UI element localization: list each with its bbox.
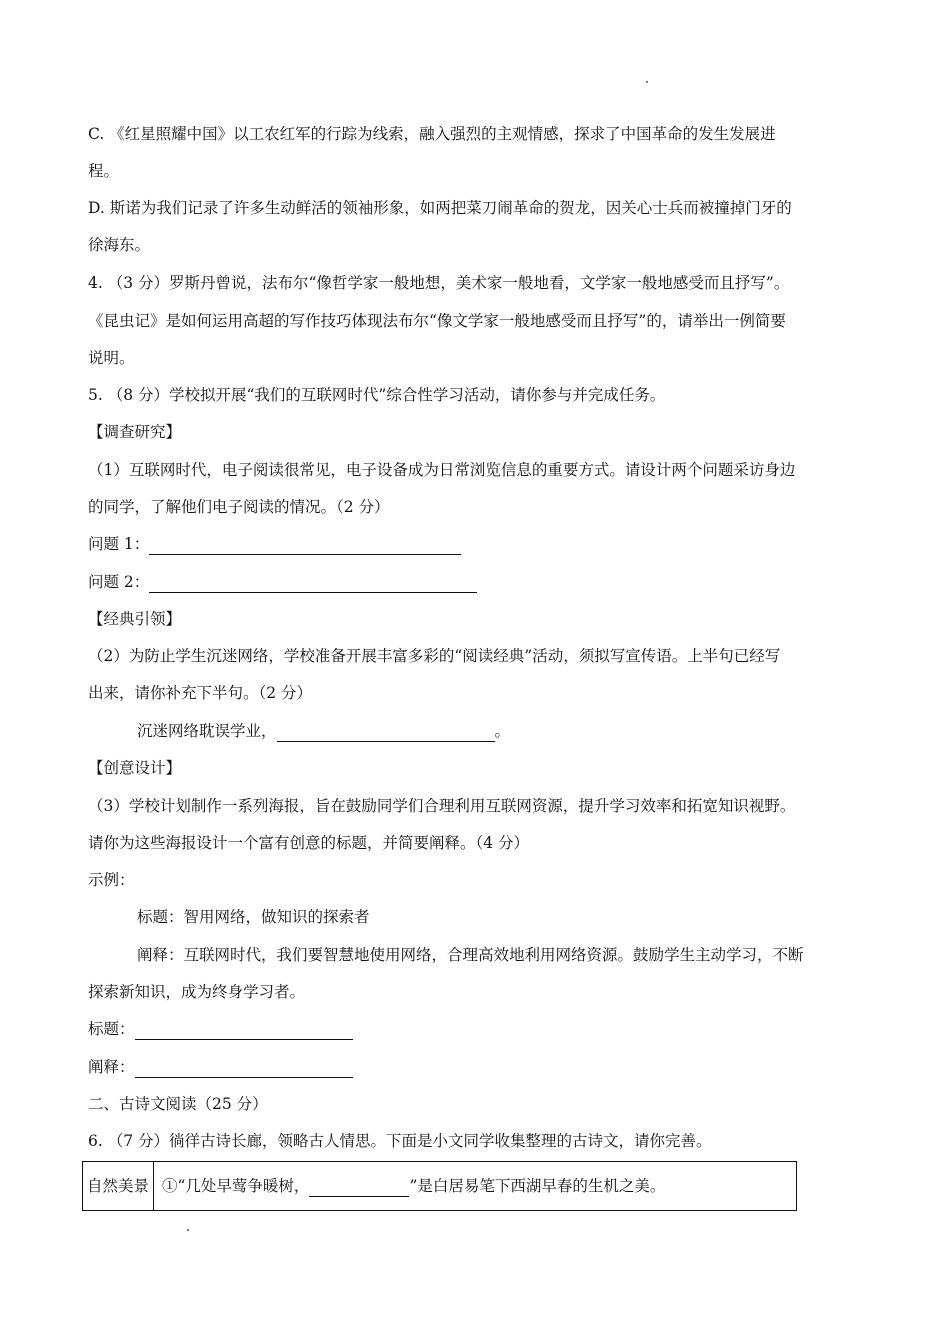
- slogan-end: 。: [494, 722, 511, 740]
- q5-sub1-line1: （1）互联网时代，电子阅读很常见，电子设备成为日常浏览信息的重要方式。请设计两个问题采访身边: [88, 461, 796, 479]
- section-classics-title: 【经典引领】: [88, 610, 182, 628]
- answer-explain-label: 阐释：: [88, 1058, 135, 1076]
- answer-title-blank[interactable]: [135, 1023, 353, 1040]
- q3-option-c-line1: C. 《红星照耀中国》以工农红军的行踪为线索，融入强烈的主观情感，探求了中国革命的发生发展进: [88, 125, 776, 143]
- poem-table: [82, 1161, 797, 1211]
- answer-explain-row: [88, 1056, 353, 1078]
- question1-row: [88, 533, 461, 555]
- poem-line-suffix: ”是白居易笔下西湖早春的生机之美。: [409, 1177, 666, 1195]
- question1-answer-blank[interactable]: [149, 538, 461, 555]
- example-title: 标题：智用网络，做知识的探索者: [137, 908, 370, 926]
- question1-label: 问题 1：: [88, 535, 150, 553]
- scan-dot: [187, 1229, 189, 1231]
- question2-label: 问题 2：: [88, 573, 150, 591]
- poem-content-cell: [154, 1162, 797, 1211]
- q3-option-d-line1: D. 斯诺为我们记录了许多生动鲜活的领袖形象，如两把菜刀闹革命的贺龙，因关心士兵而被撞掉门牙的: [88, 199, 792, 217]
- slogan-first-half: 沉迷网络耽误学业，: [137, 722, 277, 740]
- answer-title-label: 标题：: [88, 1020, 135, 1038]
- table-row: [83, 1162, 797, 1211]
- poem-category-cell: 自然美景: [83, 1162, 154, 1211]
- q5-sub3-line2: 请你为这些海报设计一个富有创意的标题，并简要阐释。（4 分）: [88, 834, 530, 852]
- scan-dot: [646, 81, 648, 83]
- example-label: 示例：: [88, 871, 135, 889]
- poem-answer-blank[interactable]: [309, 1180, 409, 1197]
- question2-row: [88, 571, 477, 593]
- example-explain-line2: 探索新知识，成为终身学习者。: [88, 983, 306, 1001]
- q5-intro: 5. （8 分）学校拟开展“我们的互联网时代”综合性学习活动，请你参与并完成任务。: [88, 386, 666, 404]
- q5-sub2-line2: 出来，请你补充下半句。（2 分）: [88, 684, 313, 702]
- poem-line-prefix: ①“几处早莺争暖树，: [162, 1177, 310, 1195]
- section-creative-title: 【创意设计】: [88, 759, 182, 777]
- part2-heading: 二、古诗文阅读（25 分）: [88, 1095, 268, 1113]
- q4-line2: 《昆虫记》是如何运用高超的写作技巧体现法布尔“像文学家一般地感受而且抒写”的，请举出一例简要: [88, 312, 786, 330]
- q6-intro: 6. （7 分）徜徉古诗长廊，领略古人情思。下面是小文同学收集整理的古诗文，请你完善。: [88, 1132, 712, 1150]
- q3-option-d-line2: 徐海东。: [88, 236, 151, 254]
- answer-explain-blank[interactable]: [135, 1061, 353, 1078]
- q3-option-c-line2: 程。: [88, 162, 120, 180]
- q5-sub3-line1: （3）学校计划制作一系列海报，旨在鼓励同学们合理利用互联网资源，提升学习效率和拓宽知识视野。: [88, 797, 796, 815]
- answer-title-row: [88, 1018, 353, 1040]
- section-survey-title: 【调查研究】: [88, 423, 182, 441]
- q5-sub2-line1: （2）为防止学生沉迷网络，学校准备开展丰富多彩的“阅读经典”活动，须拟写宣传语。上半句已经写: [88, 647, 781, 665]
- slogan-row: [137, 720, 510, 742]
- example-explain-line1: 阐释：互联网时代，我们要智慧地使用网络，合理高效地利用网络资源。鼓励学生主动学习，不断: [137, 946, 804, 964]
- slogan-answer-blank[interactable]: [277, 725, 495, 742]
- q4-line1: 4. （3 分）罗斯丹曾说，法布尔“像哲学家一般地想，美术家一般地看，文学家一般地感受而且抒写”。: [88, 274, 790, 292]
- question2-answer-blank[interactable]: [149, 576, 477, 593]
- q4-line3: 说明。: [88, 349, 135, 367]
- q5-sub1-line2: 的同学，了解他们电子阅读的情况。（2 分）: [88, 498, 390, 516]
